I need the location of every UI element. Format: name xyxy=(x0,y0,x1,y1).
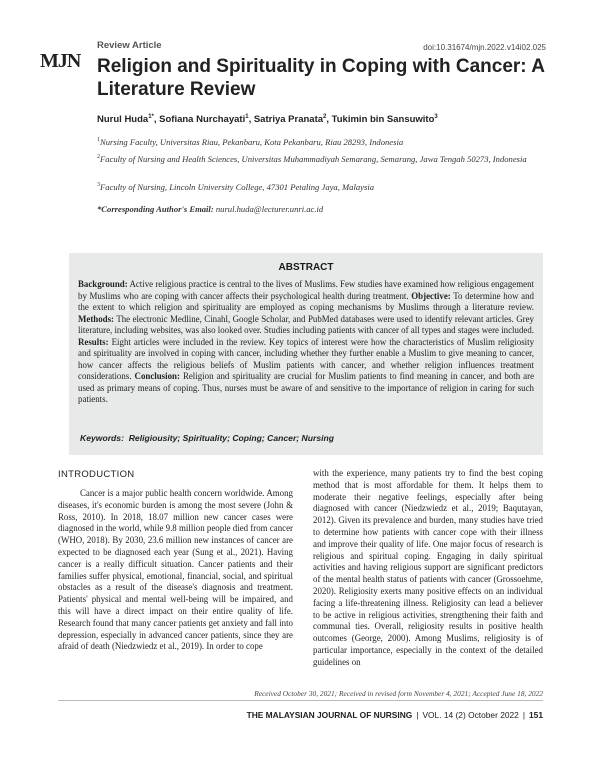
author-name: Satriya Pranata xyxy=(253,114,324,126)
affiliation-sup: 2 xyxy=(97,154,100,160)
affiliation-text: Faculty of Nursing and Health Sciences, Universitas Muhammadiyah Semarang, Semarang, Jawa Tengah 50273, Indonesia xyxy=(100,153,527,164)
author-name: Sofiana Nurchayati xyxy=(159,114,246,126)
affiliation-text: Nursing Faculty, Universitas Riau, Pekanbaru, Kota Pekanbaru, Riau 28293, Indonesia xyxy=(100,136,404,147)
paper-title: Religion and Spirituality in Coping with Cancer: A Literature Review xyxy=(97,56,545,100)
results-text: Eight articles were included in the review. Key topics of interest were how the characteristics of Muslim religiosity and spirituality are involved in coping with cancer, including whether they further enable a Muslim to give meaning to cancer, how cancer affects the religious beliefs of Muslim patients with cancer, and whether religion influences treatment considerations. xyxy=(78,336,535,381)
author-sup: 2 xyxy=(323,114,327,120)
results-label: Results: xyxy=(78,336,109,347)
section-heading: INTRODUCTION xyxy=(58,469,135,480)
corresponding-label: *Corresponding Author's Email: xyxy=(97,204,214,214)
volume-info: VOL. 14 (2) October 2022 xyxy=(422,710,519,720)
body-column-left: Cancer is a major public health concern worldwide. Among diseases, it's economic burden is among the most severe (John & Ross, 2010). In 2018, 18.07 million new cancer cases were diagnosed in the world, while 9.8 million people died from cancer (WHO, 2018). By 2030, 23.6 million new instances of cancer are expected to be diagnosed each year (Sung et al., 2021). Having cancer is a really difficult situation. Cancer patients and their families suffer physical, emotional, financial, social, and spiritual obstacles as a result of the disease's diagnosis and treatment. Patients' physical and mental well-being will be impaired, and this will have a direct impact on their entire quality of life. Research found that many cancer patients get anxiety and fall into depression, especially in advanced cancer patients, since they are afraid of death (Niedzwiedz et al., 2019). In order to cope xyxy=(58,488,293,652)
journal-logo: MJN xyxy=(40,50,81,72)
keywords xyxy=(80,433,334,443)
methods-label: Methods: xyxy=(78,313,114,324)
author-sup: 3 xyxy=(434,114,438,120)
article-type: Review Article xyxy=(97,40,162,51)
affiliation-text: Faculty of Nursing, Lincoln University College, 47301 Petaling Jaya, Malaysia xyxy=(100,181,375,192)
footer-divider xyxy=(58,700,543,701)
objective-text: To determine how and the extent to which religion and spirituality are employed as coping mechanisms by Muslims through a literature review. xyxy=(78,290,534,312)
received-dates: Received October 30, 2021; Received in revised form November 4, 2021; Accepted June 18, 2022 xyxy=(254,689,543,698)
author-name: Nurul Huda xyxy=(97,114,149,126)
corresponding-author xyxy=(97,204,323,214)
affiliation xyxy=(97,180,547,193)
affiliation xyxy=(97,135,547,148)
affiliation-sup: 1 xyxy=(97,137,100,143)
conclusion-label: Conclusion: xyxy=(134,371,180,381)
conclusion-text: Religion and spirituality are crucial for Muslim patients to find meaning in cancer, and both are used as primary means of coping. Thus, nurses must be aware of and sensitive to the importance of religion in caring for such patients. xyxy=(78,371,535,404)
affiliation xyxy=(97,152,547,165)
page-number: 151 xyxy=(529,710,543,720)
doi[interactable]: doi:10.31674/mjn.2022.v14i02.025 xyxy=(423,43,546,52)
author-sup: 1* xyxy=(148,114,154,120)
keywords-label: Keywords: xyxy=(80,433,124,443)
methods-text: The electronic Medline, Cinahl, Google Scholar, and PubMed databases were used to identify relevant articles. Grey literature, including websites, was also looked over. Studies including patients with cancer of all types and stages were included. xyxy=(78,313,534,335)
author-name: Tukimin bin Sansuwito xyxy=(331,114,435,126)
abstract-text xyxy=(78,279,534,406)
author-list: Nurul Huda$^{1*}$, Sofiana Nurchayati$^1$, Satriya Pranata$^2$, Tukimin bin Sansuwito$^3$ xyxy=(97,114,438,126)
keywords-text: Religiousity; Spirituality; Coping; Cancer; Nursing xyxy=(128,433,335,443)
journal-name: THE MALAYSIAN JOURNAL OF NURSING xyxy=(246,710,413,720)
background-text: Active religious practice is central to the lives of Muslims. Few studies have examined how religious engagement by Muslims who are coping with cancer affects their psychological health during treatment. xyxy=(78,279,534,301)
body-column-right: with the experience, many patients try to find the best coping method that is most affordable for them. It helps them to moderate their negative feelings, especially after being diagnosed with cancer (Niedzwiedz et al., 2019; Baqutayan, 2012). Given its prevalence and burden, many studies have tried to determine how patients with cancer cope with their illness and improve their quality of life. One major focus of research is religious and spiritual coping. Engaging in daily spiritual activities and having religious support are significant predictors of the mental health status of patients with cancer (Grossoehme, 2020). Religiosity exerts many positive effects on an individual facing a life-threatening illness. Religiosity can lead a believer to be active in religious activities, strengthening their faith and communal ties. Overall, religiosity results in positive health outcomes (George, 2000). Among Muslims, religiosity is of particular importance, especially in the context of the detailed guidelines on xyxy=(313,468,543,667)
author-sup: 1 xyxy=(245,114,249,120)
affiliation-sup: 3 xyxy=(97,182,100,188)
abstract-heading: ABSTRACT xyxy=(278,262,334,273)
corresponding-email[interactable]: nurul.huda@lecturer.unri.ac.id xyxy=(215,204,324,214)
background-label: Background: xyxy=(78,279,128,289)
page-footer: THE MALAYSIAN JOURNAL OF NURSING | VOL. 14 (2) October 2022 | 151 xyxy=(246,710,543,720)
objective-label: Objective: xyxy=(411,290,451,301)
